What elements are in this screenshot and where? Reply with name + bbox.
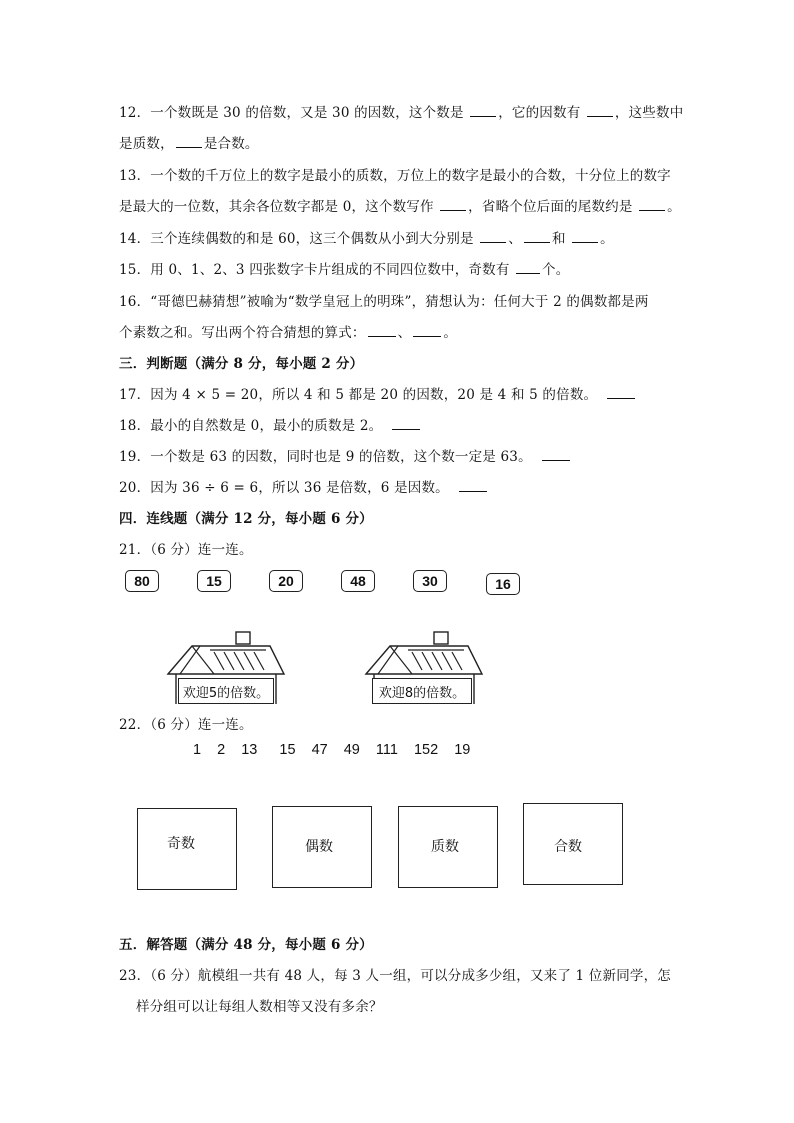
q13-line2 (119, 198, 681, 216)
q13-text-c: 。 (667, 199, 681, 215)
q16-text-a: 个素数之和。写出两个符合猜想的算式： (119, 325, 366, 341)
q12-line1 (119, 104, 683, 122)
category-box-even[interactable] (272, 806, 372, 888)
section3-title: 三．判断题（满分 8 分，每小题 2 分） (119, 356, 364, 372)
q22-number[interactable]: 49 (343, 742, 360, 758)
category-label-composite: 合数 (554, 839, 582, 855)
q17-answer-blank[interactable] (607, 386, 635, 399)
q15-line (119, 261, 569, 279)
q12-answer-blank-2[interactable] (587, 104, 613, 117)
q19-answer-blank[interactable] (542, 448, 570, 461)
q22-number[interactable]: 1 (193, 742, 202, 758)
house-multiples-of-8[interactable] (364, 630, 484, 712)
q12-text-d: 是质数， (119, 136, 174, 152)
q14-answer-blank-2[interactable] (524, 230, 550, 243)
number-card-16[interactable]: 16 (486, 573, 520, 595)
q13-answer-blank-2[interactable] (639, 198, 665, 211)
category-box-odd[interactable] (137, 808, 237, 890)
number-card-15[interactable]: 15 (197, 570, 231, 592)
q13-line1: 13．一个数的千万位上的数字是最小的质数，万位上的数字是最小的合数，十分位上的数字 (119, 168, 671, 184)
q16-line2 (119, 324, 457, 342)
q15-text-b: 个。 (542, 262, 570, 278)
q20-text: 20．因为 36 ÷ 6 = 6，所以 36 是倍数，6 是因数。 (119, 480, 449, 496)
q14-answer-blank-1[interactable] (480, 230, 506, 243)
q13-answer-blank-1[interactable] (440, 198, 466, 211)
category-label-even: 偶数 (305, 839, 333, 855)
number-card-20[interactable]: 20 (269, 570, 303, 592)
q16-text-c: 。 (443, 325, 458, 341)
q15-answer-blank[interactable] (516, 261, 540, 274)
q12-text-e: 是合数。 (203, 136, 259, 152)
q16-line1: 16．“哥德巴赫猜想”被喻为“数学皇冠上的明珠”，猜想认为：任何大于 2 的偶数都是两 (119, 294, 649, 310)
q22-number[interactable]: 15 (279, 742, 296, 758)
q22-number-list (193, 742, 482, 758)
q19-text: 19．一个数是 63 的因数，同时也是 9 的倍数，这个数一定是 63。 (119, 449, 532, 465)
q20-answer-blank[interactable] (459, 479, 487, 492)
q22-number[interactable]: 47 (311, 742, 328, 758)
q18-answer-blank[interactable] (392, 417, 420, 430)
section5-title: 五．解答题（满分 48 分，每小题 6 分） (119, 937, 373, 953)
q20-line (119, 479, 489, 497)
q12-text-b: ，它的因数有 (498, 105, 585, 121)
category-box-composite[interactable] (523, 803, 623, 885)
q14-text-d: 。 (600, 231, 614, 247)
q12-line2 (119, 135, 259, 153)
q16-text-b: 、 (397, 325, 412, 341)
section4-title: 四．连线题（满分 12 分，每小题 6 分） (119, 511, 373, 527)
q22-number[interactable]: 152 (413, 742, 439, 758)
q18-text: 18．最小的自然数是 0，最小的质数是 2。 (119, 418, 383, 434)
q23-line1: 23．（6 分）航模组一共有 48 人，每 3 人一组，可以分成多少组，又来了 1 位新同学，怎 (119, 968, 672, 984)
q18-line (119, 417, 422, 435)
house-multiples-of-5[interactable] (166, 630, 286, 712)
q14-text-b: 、 (508, 231, 522, 247)
number-card-80[interactable]: 80 (125, 570, 159, 592)
q22-label: 22．（6 分）连一连。 (119, 717, 253, 733)
number-card-48[interactable]: 48 (341, 570, 375, 592)
q19-line (119, 448, 572, 466)
q22-number[interactable]: 13 (241, 742, 258, 758)
house-label-8: 欢迎8的倍数。 (372, 678, 472, 704)
q13-text-a: 是最大的一位数，其余各位数字都是 0，这个数写作 (119, 199, 439, 215)
q12-text-a: 12．一个数既是 30 的倍数，又是 30 的因数，这个数是 (119, 105, 469, 121)
category-box-prime[interactable] (398, 806, 498, 888)
q13-text-b: ，省略个位后面的尾数约是 (468, 199, 638, 215)
q22-number[interactable]: 111 (375, 742, 398, 758)
q12-answer-blank-1[interactable] (470, 104, 496, 117)
house-label-5: 欢迎5的倍数。 (178, 678, 274, 704)
q22-number[interactable]: 19 (454, 742, 471, 758)
q17-line (119, 386, 637, 404)
q14-answer-blank-3[interactable] (572, 230, 598, 243)
q17-text: 17．因为 4 × 5 = 20，所以 4 和 5 都是 20 的因数，20 是 4 和 5 的倍数。 (119, 387, 598, 403)
q12-text-c: ，这些数中 (614, 105, 684, 121)
q12-answer-blank-3[interactable] (176, 135, 202, 148)
number-card-30[interactable]: 30 (413, 570, 447, 592)
q21-label: 21．（6 分）连一连。 (119, 542, 253, 558)
q23-line2: 样分组可以让每组人数相等又没有多余？ (136, 999, 383, 1015)
q14-line (119, 230, 614, 248)
q16-answer-blank-2[interactable] (413, 324, 441, 337)
category-label-odd: 奇数 (167, 836, 195, 852)
q16-answer-blank-1[interactable] (368, 324, 396, 337)
category-label-prime: 质数 (431, 839, 459, 855)
q14-text-a: 14．三个连续偶数的和是 60，这三个偶数从小到大分别是 (119, 231, 479, 247)
q14-text-c: 和 (551, 231, 571, 247)
q15-text-a: 15．用 0、1、2、3 四张数字卡片组成的不同四位数中，奇数有 (119, 262, 515, 278)
q22-number[interactable]: 2 (217, 742, 226, 758)
